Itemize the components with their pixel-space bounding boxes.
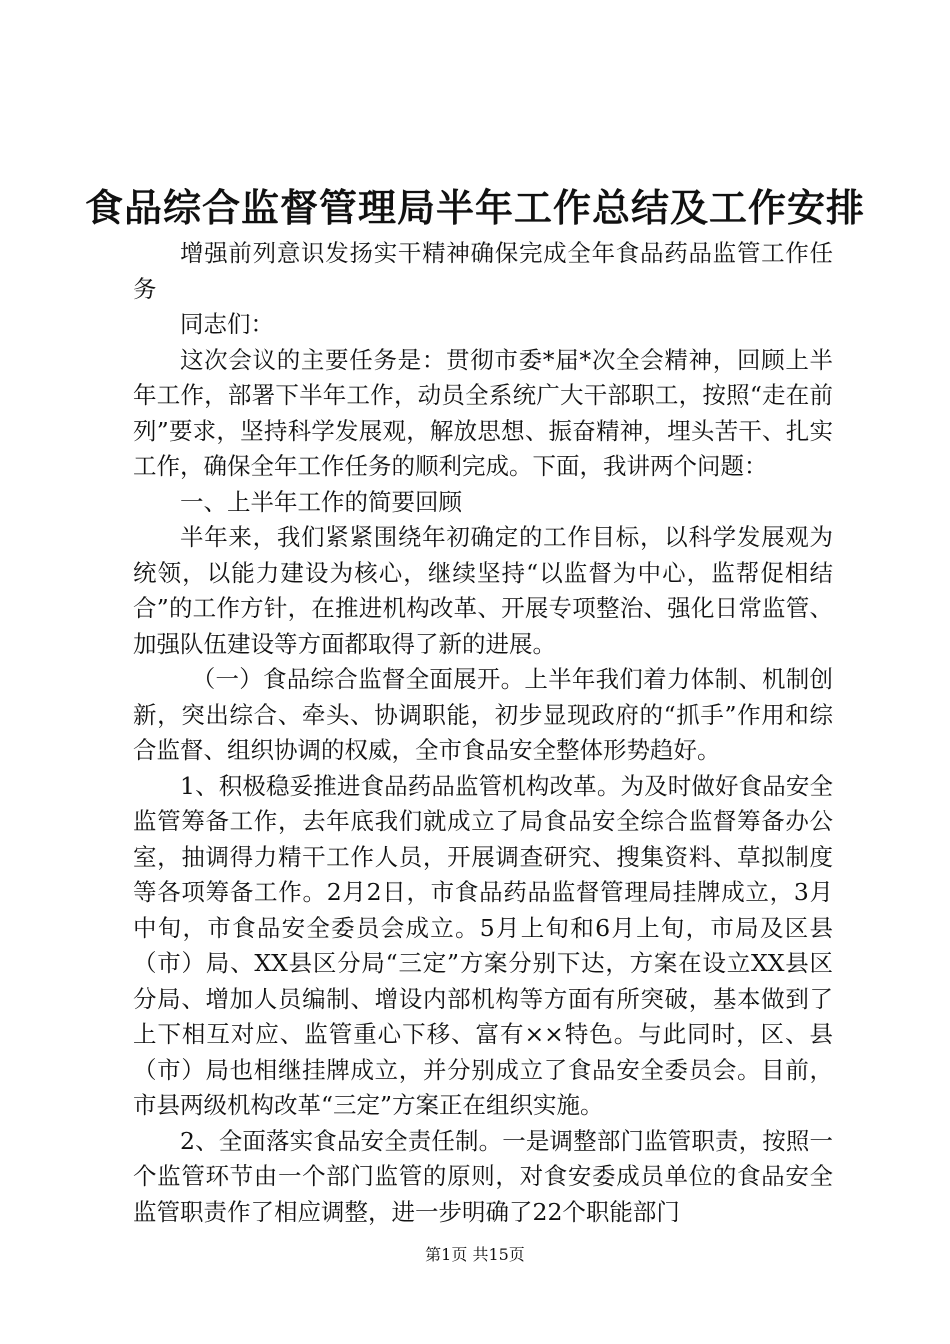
section-heading-review: 一、上半年工作的简要回顾 bbox=[180, 487, 462, 516]
document-body bbox=[133, 236, 833, 1230]
paragraph-half-year-summary: 半年来，我们紧紧围绕年初确定的工作目标，以科学发展观为统领，以能力建设为核心，继续坚持“以监督为中心，监帮促相结合”的工作方针，在推进机构改革、开展专项整治、强化日常监管、加强队伍建设等方面都取得了新的进展。 bbox=[133, 523, 833, 658]
document-title: 食品综合监督管理局半年工作总结及工作安排 bbox=[84, 185, 865, 230]
page-number-footer: 第1页 共15页 bbox=[425, 1245, 525, 1264]
paragraph-responsibility-system: 2、全面落实食品安全责任制。一是调整部门监管职责，按照一个监管环节由一个部门监管的原则，对食安委成员单位的食品安全监管职责作了相应调整，进一步明确了22个职能部门 bbox=[133, 1126, 833, 1226]
paragraph-meeting-tasks: 这次会议的主要任务是：贯彻市委*届*次全会精神，回顾上半年工作，部署下半年工作，动员全系统广大干部职工，按照“走在前列”要求，坚持科学发展观，解放思想、振奋精神，埋头苦干、扎实工作，确保全年工作任务的顺利完成。下面，我讲两个问题： bbox=[133, 345, 833, 480]
paragraph-subtitle: 增强前列意识发扬实干精神确保完成全年食品药品监管工作任务 bbox=[133, 239, 833, 303]
paragraph-food-supervision: （一）食品综合监督全面展开。上半年我们着力体制、机制创新，突出综合、牵头、协调职能，初步显现政府的“抓手”作用和综合监督、组织协调的权威，全市食品安全整体形势趋好。 bbox=[133, 665, 833, 764]
paragraph-salutation: 同志们： bbox=[180, 310, 274, 338]
paragraph-institution-reform: 1、积极稳妥推进食品药品监管机构改革。为及时做好食品安全监管筹备工作，去年底我们就成立了局食品安全综合监督筹备办公室，抽调得力精干工作人员，开展调查研究、搜集资料、草拟制度等各项筹备工作。2月2日，市食品药品监督管理局挂牌成立，3月中旬，市食品安全委员会成立。5月上旬和6月上旬，市局及区县（市）局、XX县区分局“三定”方案分别下达，方案在设立XX县区分局、增加人员编制、增设内部机构等方面有所突破，基本做到了上下相互对应、监管重心下移、富有××特色。与此同时，区、县（市）局也相继挂牌成立，并分别成立了食品安全委员会。目前，市县两级机构改革“三定”方案正在组织实施。 bbox=[133, 771, 833, 1119]
